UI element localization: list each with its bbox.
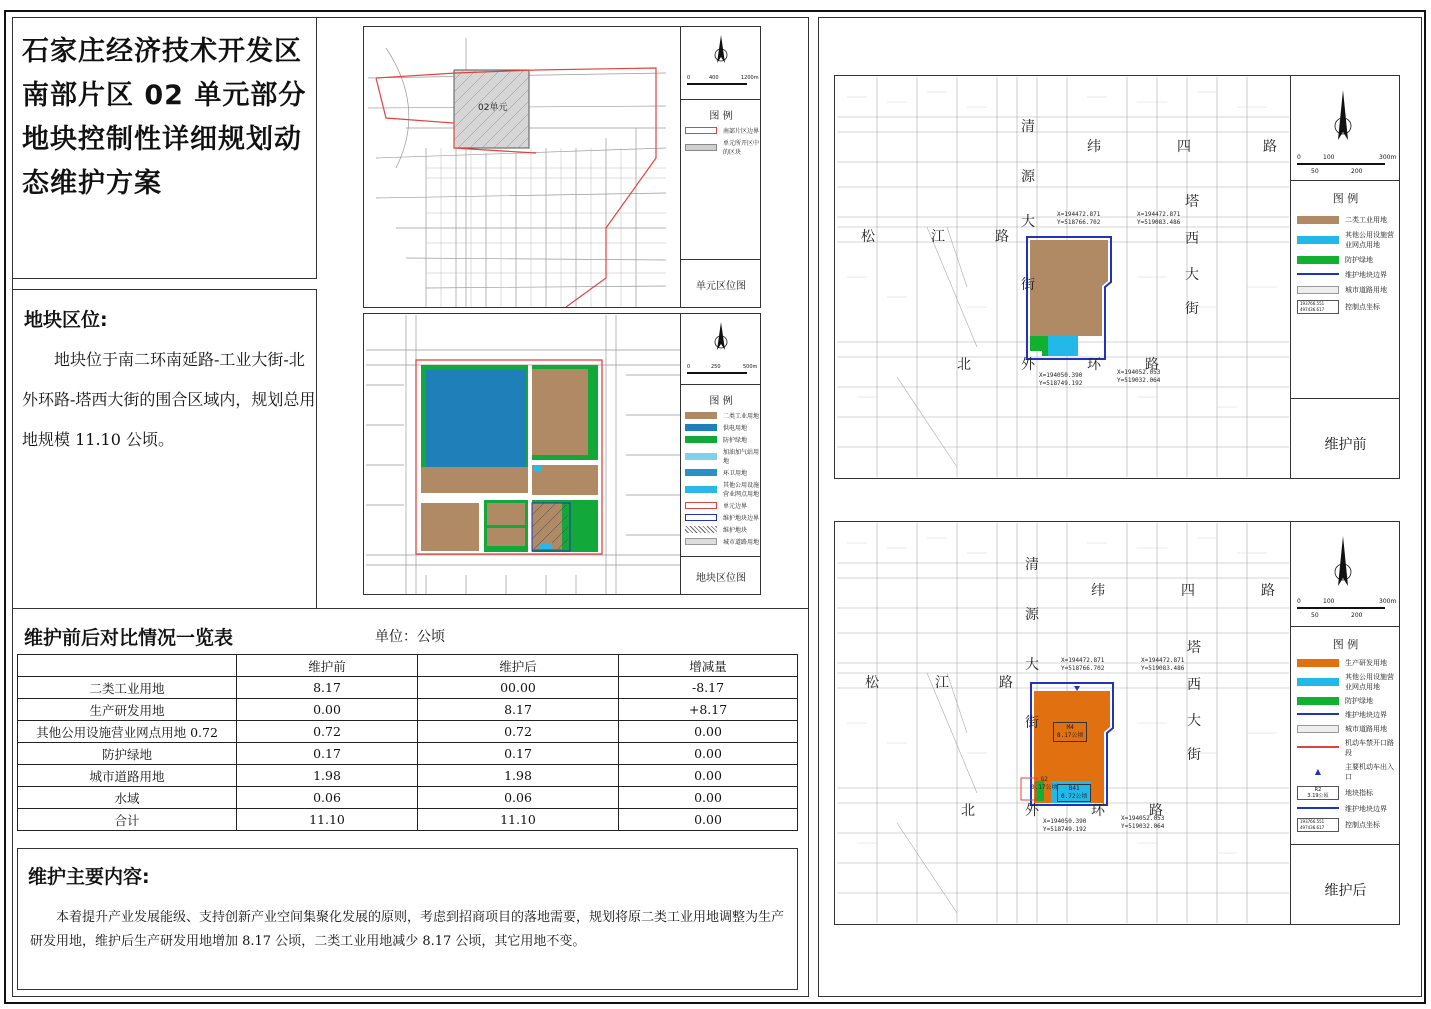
plot-label-main: M4 8.17公顷 xyxy=(1053,722,1087,742)
scale-bar: 0 400 1200m xyxy=(687,75,755,89)
table-row: 生产研发用地 0.00 8.17 +8.17 xyxy=(18,699,798,721)
plot-map-caption: 地块区位图 xyxy=(696,573,746,584)
legend-item: 二类工业用地 xyxy=(1297,215,1395,225)
north-arrow-icon xyxy=(711,33,731,67)
plot-map-legend-panel xyxy=(680,314,761,594)
plot-map-drawing xyxy=(366,315,680,594)
legend-item: 防护绿地 xyxy=(685,435,761,444)
legend-item: 供电用地 xyxy=(685,423,761,432)
coord-sw: X=194050.390 Y=518749.192 xyxy=(1043,818,1087,833)
unit-location-map xyxy=(363,26,761,308)
plot-location-map xyxy=(363,313,761,595)
legend-item: 城市道路用地 xyxy=(1297,724,1400,734)
legend-item: 机动车禁开口路段 xyxy=(1297,738,1400,758)
legend-item: 其他公用设施营业网点用地 xyxy=(685,480,761,498)
legend-item: 环卫用地 xyxy=(685,468,761,477)
after-legend-panel xyxy=(1290,522,1400,924)
coord-ne: X=194472.871 Y=519083.486 xyxy=(1137,211,1181,226)
table-header-row: 维护前 维护后 增减量 xyxy=(18,655,798,677)
scale-bar: 0 100 300m 50 200 xyxy=(1297,598,1397,619)
plot-legend xyxy=(685,408,761,549)
plot-label-small: B41 0.72公顷 xyxy=(1057,784,1091,802)
unit-label: 02单元 xyxy=(478,103,508,113)
table-row: 防护绿地 0.17 0.17 0.00 xyxy=(18,743,798,765)
table-row: 水域 0.06 0.06 0.00 xyxy=(18,787,798,809)
after-legend-title: 图 例 xyxy=(1332,638,1359,651)
legend-item: 维护地块边界 xyxy=(1297,804,1400,814)
location-heading: 地块区位: xyxy=(24,309,108,331)
legend-item: 加油加气站用地 xyxy=(685,447,761,465)
scale-bar: 0 100 300m 50 200 xyxy=(1297,154,1397,175)
legend-item: 其他公用设施营业网点用地 xyxy=(1297,230,1395,250)
before-legend-title: 图 例 xyxy=(1332,192,1359,205)
unit-map-legend-panel xyxy=(680,27,761,307)
content-heading: 维护主要内容: xyxy=(28,866,150,888)
legend-item: 维护地块 xyxy=(685,525,761,534)
legend-item: 生产研发用地 xyxy=(1297,658,1400,668)
before-legend xyxy=(1297,210,1395,319)
north-arrow-icon xyxy=(1331,88,1355,146)
unit-map-caption: 单元区位图 xyxy=(696,281,746,292)
legend-item: 193766.551 497436.617 控制点坐标 xyxy=(1297,300,1395,314)
coord-se: X=194052.053 Y=519032.064 xyxy=(1117,369,1161,384)
unit-legend-title: 图 例 xyxy=(709,111,733,122)
before-map: 清 源 大 街 纬 四 路 松 江 路 塔 西 大 街 北 外 环 路 X=194472.871 Y=518766.702 X=194472.871 Y=519083.486 X=194050.390 Y=518749.192 X=194052.053 Y=519032.064 0 100 300m 50 200 图 例 二类工业用地 其他公用设施营业网点用地 防护绿地 维护地块边界 城市道路用地 193766.551 497436.617 控制点坐标 维护前 xyxy=(834,75,1400,479)
after-map: M4 8.17公顷 B41 0.72公顷 G2 0.17公顷 清 源 大 街 纬 四 路 松 江 路 塔 西 大 街 北 外 环 路 X=194472.871 Y=518766.702 X=194472.871 Y=519083.486 X=194050.390 Y=518749.192 X=194052.053 Y=519032.064 0 100 300m 50 200 图 例 生产研发用地 其他公用设施营业网点用地 防护绿地 维护地块边界 城市道路用地 机动车禁开口路段 ▲ 主要机动车出入口 R2 3.19公顷 地块指标 维护地块边界 193766.551 497436.617 控制点坐标 维护后 xyxy=(834,521,1400,925)
comparison-table xyxy=(17,654,798,831)
legend-item: 其他公用设施营业网点用地 xyxy=(1297,672,1400,692)
legend-item: 单元边界 xyxy=(685,501,761,510)
legend-item: 单元所开区中的区块 xyxy=(685,138,761,156)
legend-item: 防护绿地 xyxy=(1297,255,1395,265)
north-arrow-icon xyxy=(1331,534,1355,592)
legend-item: 维护地块边界 xyxy=(1297,270,1395,280)
coord-sw: X=194050.390 Y=518749.192 xyxy=(1039,372,1083,387)
before-map-caption: 维护前 xyxy=(1324,437,1367,453)
before-map-drawing xyxy=(837,77,1289,477)
legend-item: 南部片区边界 xyxy=(685,126,761,135)
legend-item: 维护地块边界 xyxy=(685,513,761,522)
legend-item: 城市道路用地 xyxy=(1297,285,1395,295)
legend-item: 193766.551 497436.617 控制点坐标 xyxy=(1297,818,1400,832)
after-map-caption: 维护后 xyxy=(1324,883,1367,899)
unit-map-drawing xyxy=(366,28,680,307)
legend-item: 维护地块边界 xyxy=(1297,710,1400,720)
scale-bar: 0 250 500m xyxy=(687,364,755,378)
coord-se: X=194052.053 Y=519032.064 xyxy=(1121,815,1165,830)
coord-nw: X=194472.871 Y=518766.702 xyxy=(1057,211,1101,226)
table-heading: 维护前后对比情况一览表 xyxy=(24,627,234,649)
coord-ne: X=194472.871 Y=519083.486 xyxy=(1141,657,1185,672)
table-row: 合计 11.10 11.10 0.00 xyxy=(18,809,798,831)
legend-item: 二类工业用地 xyxy=(685,411,761,420)
table-row: 二类工业用地 8.17 00.00 -8.17 xyxy=(18,677,798,699)
legend-item: R2 3.19公顷 地块指标 xyxy=(1297,786,1400,800)
legend-item: 城市道路用地 xyxy=(685,537,761,546)
legend-item: 防护绿地 xyxy=(1297,696,1400,706)
table-divider xyxy=(12,608,809,609)
page-title: 石家庄经济技术开发区 南部片区 02 单元部分 地块控制性详细规划动 态维护方案 xyxy=(22,36,307,199)
location-text: 地块位于南二环南延路-工业大街-北外环路-塔西大街的围合区域内，规划总用地规模 11.10 公顷。 xyxy=(22,350,316,449)
before-legend-panel xyxy=(1290,76,1400,478)
legend-item: ▲ 主要机动车出入口 xyxy=(1297,762,1400,782)
plot-label-green: G2 0.17公顷 xyxy=(1031,776,1058,791)
north-arrow-icon xyxy=(711,320,731,354)
triangle-icon: ▲ xyxy=(1314,767,1322,776)
plot-legend-title: 图 例 xyxy=(709,396,733,407)
content-text: 本着提升产业发展能级、支持创新产业空间集聚化发展的原则，考虑到招商项目的落地需要，规划将原二类工业用地调整为生产研发用地，维护后生产研发用地增加 8.17 公顷，二类工业用地减少 8.17 公顷，其它用地不变。 xyxy=(30,910,785,949)
unit-legend xyxy=(685,123,761,159)
table-row: 其他公用设施营业网点用地 0.72 0.72 0.72 0.00 xyxy=(18,721,798,743)
table-unit: 单位：公顷 xyxy=(375,629,445,645)
after-legend xyxy=(1297,654,1400,836)
table-row: 城市道路用地 1.98 1.98 0.00 xyxy=(18,765,798,787)
coord-nw: X=194472.871 Y=518766.702 xyxy=(1061,657,1105,672)
